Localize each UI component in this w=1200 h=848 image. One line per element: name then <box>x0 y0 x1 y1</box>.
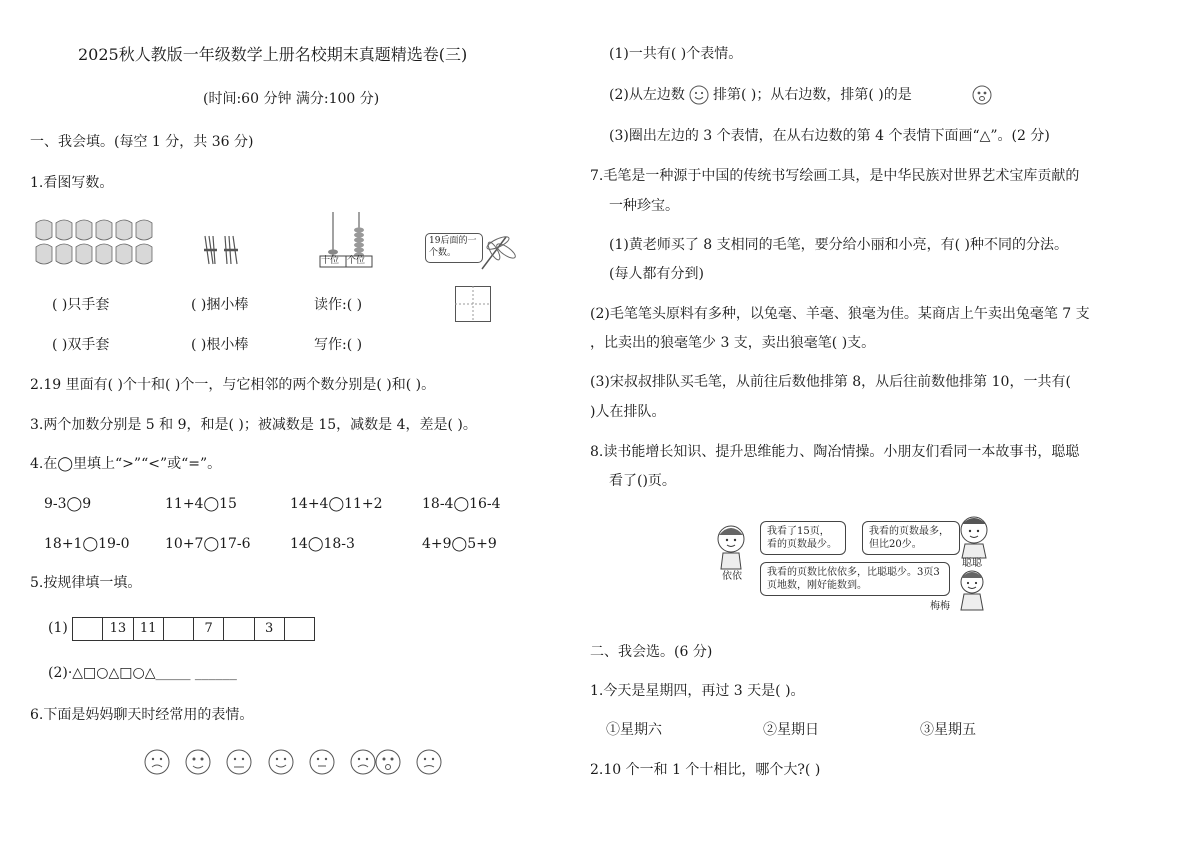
q1-label: 1.看图写数。 <box>30 175 114 191</box>
s2-q2-text: 2.10 个一和 1 个十相比，哪个大?( ) <box>590 762 821 778</box>
compare-item: 9-3◯9 <box>44 496 92 512</box>
q1-gloves-answer: ( )只手套 <box>52 297 110 313</box>
number-sequence-boxes <box>72 617 315 641</box>
page-title: 2025秋人教版一年级数学上册名校期末真题精选卷(三) <box>78 45 468 64</box>
stick-bundles-image <box>201 234 245 266</box>
sequence-cell: 13 <box>103 618 133 640</box>
section-one-heading: 一、我会填。(每空 1 分，共 36 分) <box>30 134 254 150</box>
q7-sub3-line1: (3)宋叔叔排队买毛笔，从前往后数他排第 8，从后往前数他排第 10，一共有( <box>590 374 1071 390</box>
abacus-tens-label: 十位 <box>321 256 340 266</box>
q7-line1: 7.毛笔是一种源于中国的传统书写绘画工具，是中华民族对世界艺术宝库贡献的 <box>590 168 1080 184</box>
q8-line1: 8.读书能增长知识、提升思维能力、陶冶情操。小朋友们看同一本故事书，聪聪 <box>590 444 1080 460</box>
q1-sticks-answer: ( )根小棒 <box>191 337 249 353</box>
q7-line2: 一种珍宝。 <box>609 198 679 214</box>
compare-item: 14+4◯11+2 <box>290 496 383 512</box>
q6-sub1: (1)一共有( )个表情。 <box>609 46 743 62</box>
section-two-heading: 二、我会选。(6 分) <box>590 644 713 660</box>
sequence-cell: 3 <box>255 618 285 640</box>
q1-write-answer: 写作:( ) <box>314 337 363 353</box>
q1-read-answer: 读作:( ) <box>314 297 363 313</box>
sequence-cell[interactable] <box>164 618 194 640</box>
q1-pairs-answer: ( )双手套 <box>52 337 110 353</box>
gloves-image <box>34 219 154 269</box>
q5-part1-label: (1) <box>48 620 68 636</box>
child-congcong-image <box>954 514 994 564</box>
q7-sub2-line2: ，比卖出的狼毫笔少 3 支，卖出狼毫笔( )支。 <box>590 335 876 351</box>
compare-item: 18+1◯19-0 <box>44 536 130 552</box>
q5-label: 5.按规律填一填。 <box>30 575 142 591</box>
abacus-ones-label: 个位 <box>347 256 366 266</box>
sequence-cell[interactable] <box>73 618 103 640</box>
q7-sub1: (1)黄老师买了 8 支相同的毛笔，要分给小丽和小亮，有( )种不同的分法。 <box>609 237 1069 253</box>
number-tag: 19后面的一个数。 <box>425 233 483 263</box>
option-2[interactable]: ②星期日 <box>763 722 819 738</box>
scared-face-icon <box>972 85 992 105</box>
name-congcong: 聪聪 <box>962 558 982 569</box>
writing-grid-box <box>455 286 491 322</box>
q4-label: 4.在◯里填上“>”“<”或“=”。 <box>30 456 222 472</box>
q7-sub3-line2: )人在排队。 <box>590 404 666 420</box>
smile-face-icon <box>689 85 709 105</box>
q8-line2: 看了()页。 <box>609 473 676 489</box>
sequence-cell[interactable] <box>224 618 254 640</box>
name-meimei: 梅梅 <box>930 601 950 612</box>
emoji-faces-row <box>143 748 443 776</box>
q2-text: 2.19 里面有( )个十和( )个一，与它相邻的两个数分别是( )和( )。 <box>30 377 436 393</box>
speech-bubble-meimei: 我看的页数比依依多，比聪聪少。3页3页地数，刚好能数到。 <box>760 562 950 596</box>
sequence-cell: 7 <box>194 618 224 640</box>
sequence-cell[interactable] <box>285 618 314 640</box>
q6-sub2-start: (2)从左边数 <box>609 87 685 103</box>
q6-sub2-end: 排第( )；从右边数，排第( )的是 <box>713 87 912 103</box>
q5-part2-pattern: (2)·△□○△□○△_____ ______ <box>48 665 237 681</box>
q1-bundles-answer: ( )捆小棒 <box>191 297 249 313</box>
dragonfly-icon <box>476 231 518 273</box>
compare-item: 18-4◯16-4 <box>422 496 501 512</box>
option-3[interactable]: ③星期五 <box>920 722 976 738</box>
speech-bubble-yiyi: 我看了15页，看的页数最少。 <box>760 521 846 555</box>
compare-item: 14◯18-3 <box>290 536 355 552</box>
compare-item: 4+9◯5+9 <box>422 536 497 552</box>
speech-bubble-congcong: 我看的页数最多，但比20少。 <box>862 521 960 555</box>
exam-info: (时间:60 分钟 满分:100 分) <box>203 91 380 107</box>
compare-item: 10+7◯17-6 <box>165 536 251 552</box>
q7-sub1-note: (每人都有分到) <box>609 266 704 282</box>
sequence-cell: 11 <box>134 618 164 640</box>
q3-text: 3.两个加数分别是 5 和 9，和是( )；被减数是 15，减数是 4，差是( )。 <box>30 417 477 433</box>
q6-label: 6.下面是妈妈聊天时经常用的表情。 <box>30 707 254 723</box>
s2-q1-text: 1.今天是星期四，再过 3 天是( )。 <box>590 683 805 699</box>
name-yiyi: 依依 <box>722 571 742 582</box>
option-1[interactable]: ①星期六 <box>606 722 662 738</box>
child-meimei-image <box>952 568 992 614</box>
child-yiyi-image <box>713 523 753 573</box>
compare-item: 11+4◯15 <box>165 496 237 512</box>
q6-sub3: (3)圈出左边的 3 个表情，在从右边数的第 4 个表情下面画“△”。(2 分) <box>609 128 1050 144</box>
q7-sub2-line1: (2)毛笔笔头原料有多种，以兔毫、羊毫、狼毫为佳。某商店上午卖出兔毫笔 7 支 <box>590 306 1090 322</box>
